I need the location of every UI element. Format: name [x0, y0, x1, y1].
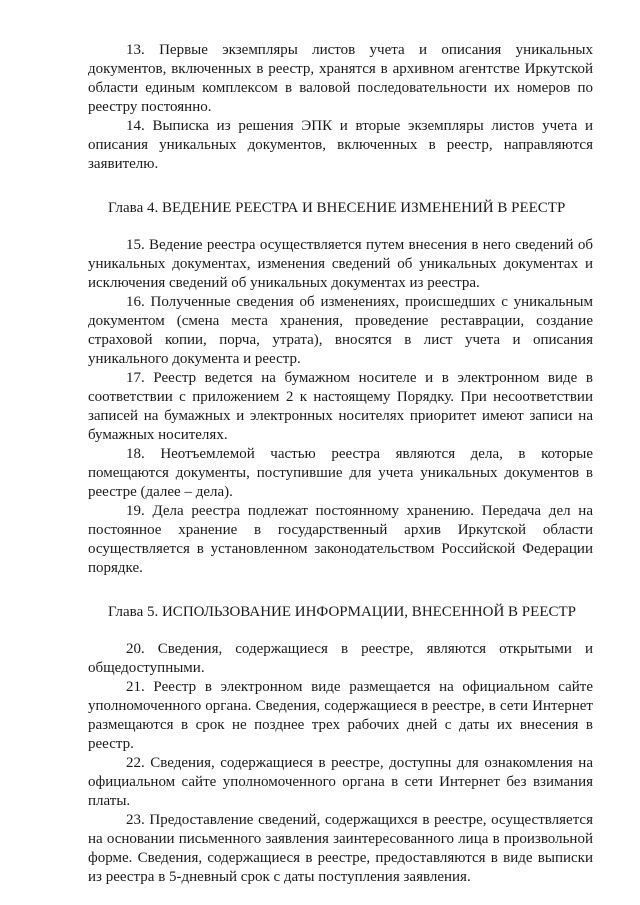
paragraph-22: 22. Сведения, содержащиеся в реестре, доступны для ознакомления на официальном сайте уполномоченного органа в сети Интернет без взимания платы.	[88, 755, 593, 809]
paragraph-15: 15. Ведение реестра осуществляется путем внесения в него сведений об уникальных документах, изменения сведений об уникальных документах и исключения сведений об уникальных документах из реестра.	[88, 237, 593, 291]
paragraph-16: 16. Полученные сведения об изменениях, происшедших с уникальным документом (смена места хранения, проведение реставрации, создание страховой копии, порча, утрата), вносятся в лист учета и описания уникального документа и реестр.	[88, 294, 593, 367]
spacer	[88, 578, 593, 603]
spacer	[88, 622, 593, 640]
spacer	[88, 174, 593, 199]
paragraph-18: 18. Неотъемлемой частью реестра являются дела, в которые помещаются документы, поступившие для учета уникальных документов в реестре (далее – дела).	[88, 446, 593, 500]
paragraph-13: 13. Первые экземпляры листов учета и описания уникальных документов, включенных в реестр, хранятся в архивном агентстве Иркутской области единым комплексом в валовой последовательности их номеров по реестру постоянно.	[88, 42, 593, 115]
paragraph-20: 20. Сведения, содержащиеся в реестре, являются открытыми и общедоступными.	[88, 641, 593, 676]
paragraph-17: 17. Реестр ведется на бумажном носителе и в электронном виде в соответствии с приложением 2 к настоящему Порядку. При несоответствии записей на бумажных и электронных носителях приоритет имеют записи на бумажных носителях.	[88, 370, 593, 443]
chapter-5-heading: Глава 5. ИСПОЛЬЗОВАНИЕ ИНФОРМАЦИИ, ВНЕСЕННОЙ В РЕЕСТР	[108, 604, 576, 620]
paragraph-21: 21. Реестр в электронном виде размещается на официальном сайте уполномоченного органа. Сведения, содержащиеся в реестре, в сети Интернет размещаются в срок не позднее трех рабочих дней с даты их внесения в реестр.	[88, 679, 593, 752]
paragraph-14: 14. Выписка из решения ЭПК и вторые экземпляры листов учета и описания уникальных документов, включенных в реестр, направляются заявителю.	[88, 118, 593, 172]
chapter-4-heading: Глава 4. ВЕДЕНИЕ РЕЕСТРА И ВНЕСЕНИЕ ИЗМЕНЕНИЙ В РЕЕСТР	[108, 200, 566, 216]
spacer	[88, 218, 593, 236]
paragraph-23: 23. Предоставление сведений, содержащихся в реестре, осуществляется на основании письменного заявления заинтересованного лица в произвольной форме. Сведения, содержащиеся в реестре, предоставляются в виде выписки из реестра в 5-дневный срок с даты поступления заявления.	[88, 812, 593, 885]
paragraph-19: 19. Дела реестра подлежат постоянному хранению. Передача дел на постоянное хранение в государственный архив Иркутской области осуществляется в установленном законодательством Российской Федерации порядке.	[88, 503, 593, 576]
